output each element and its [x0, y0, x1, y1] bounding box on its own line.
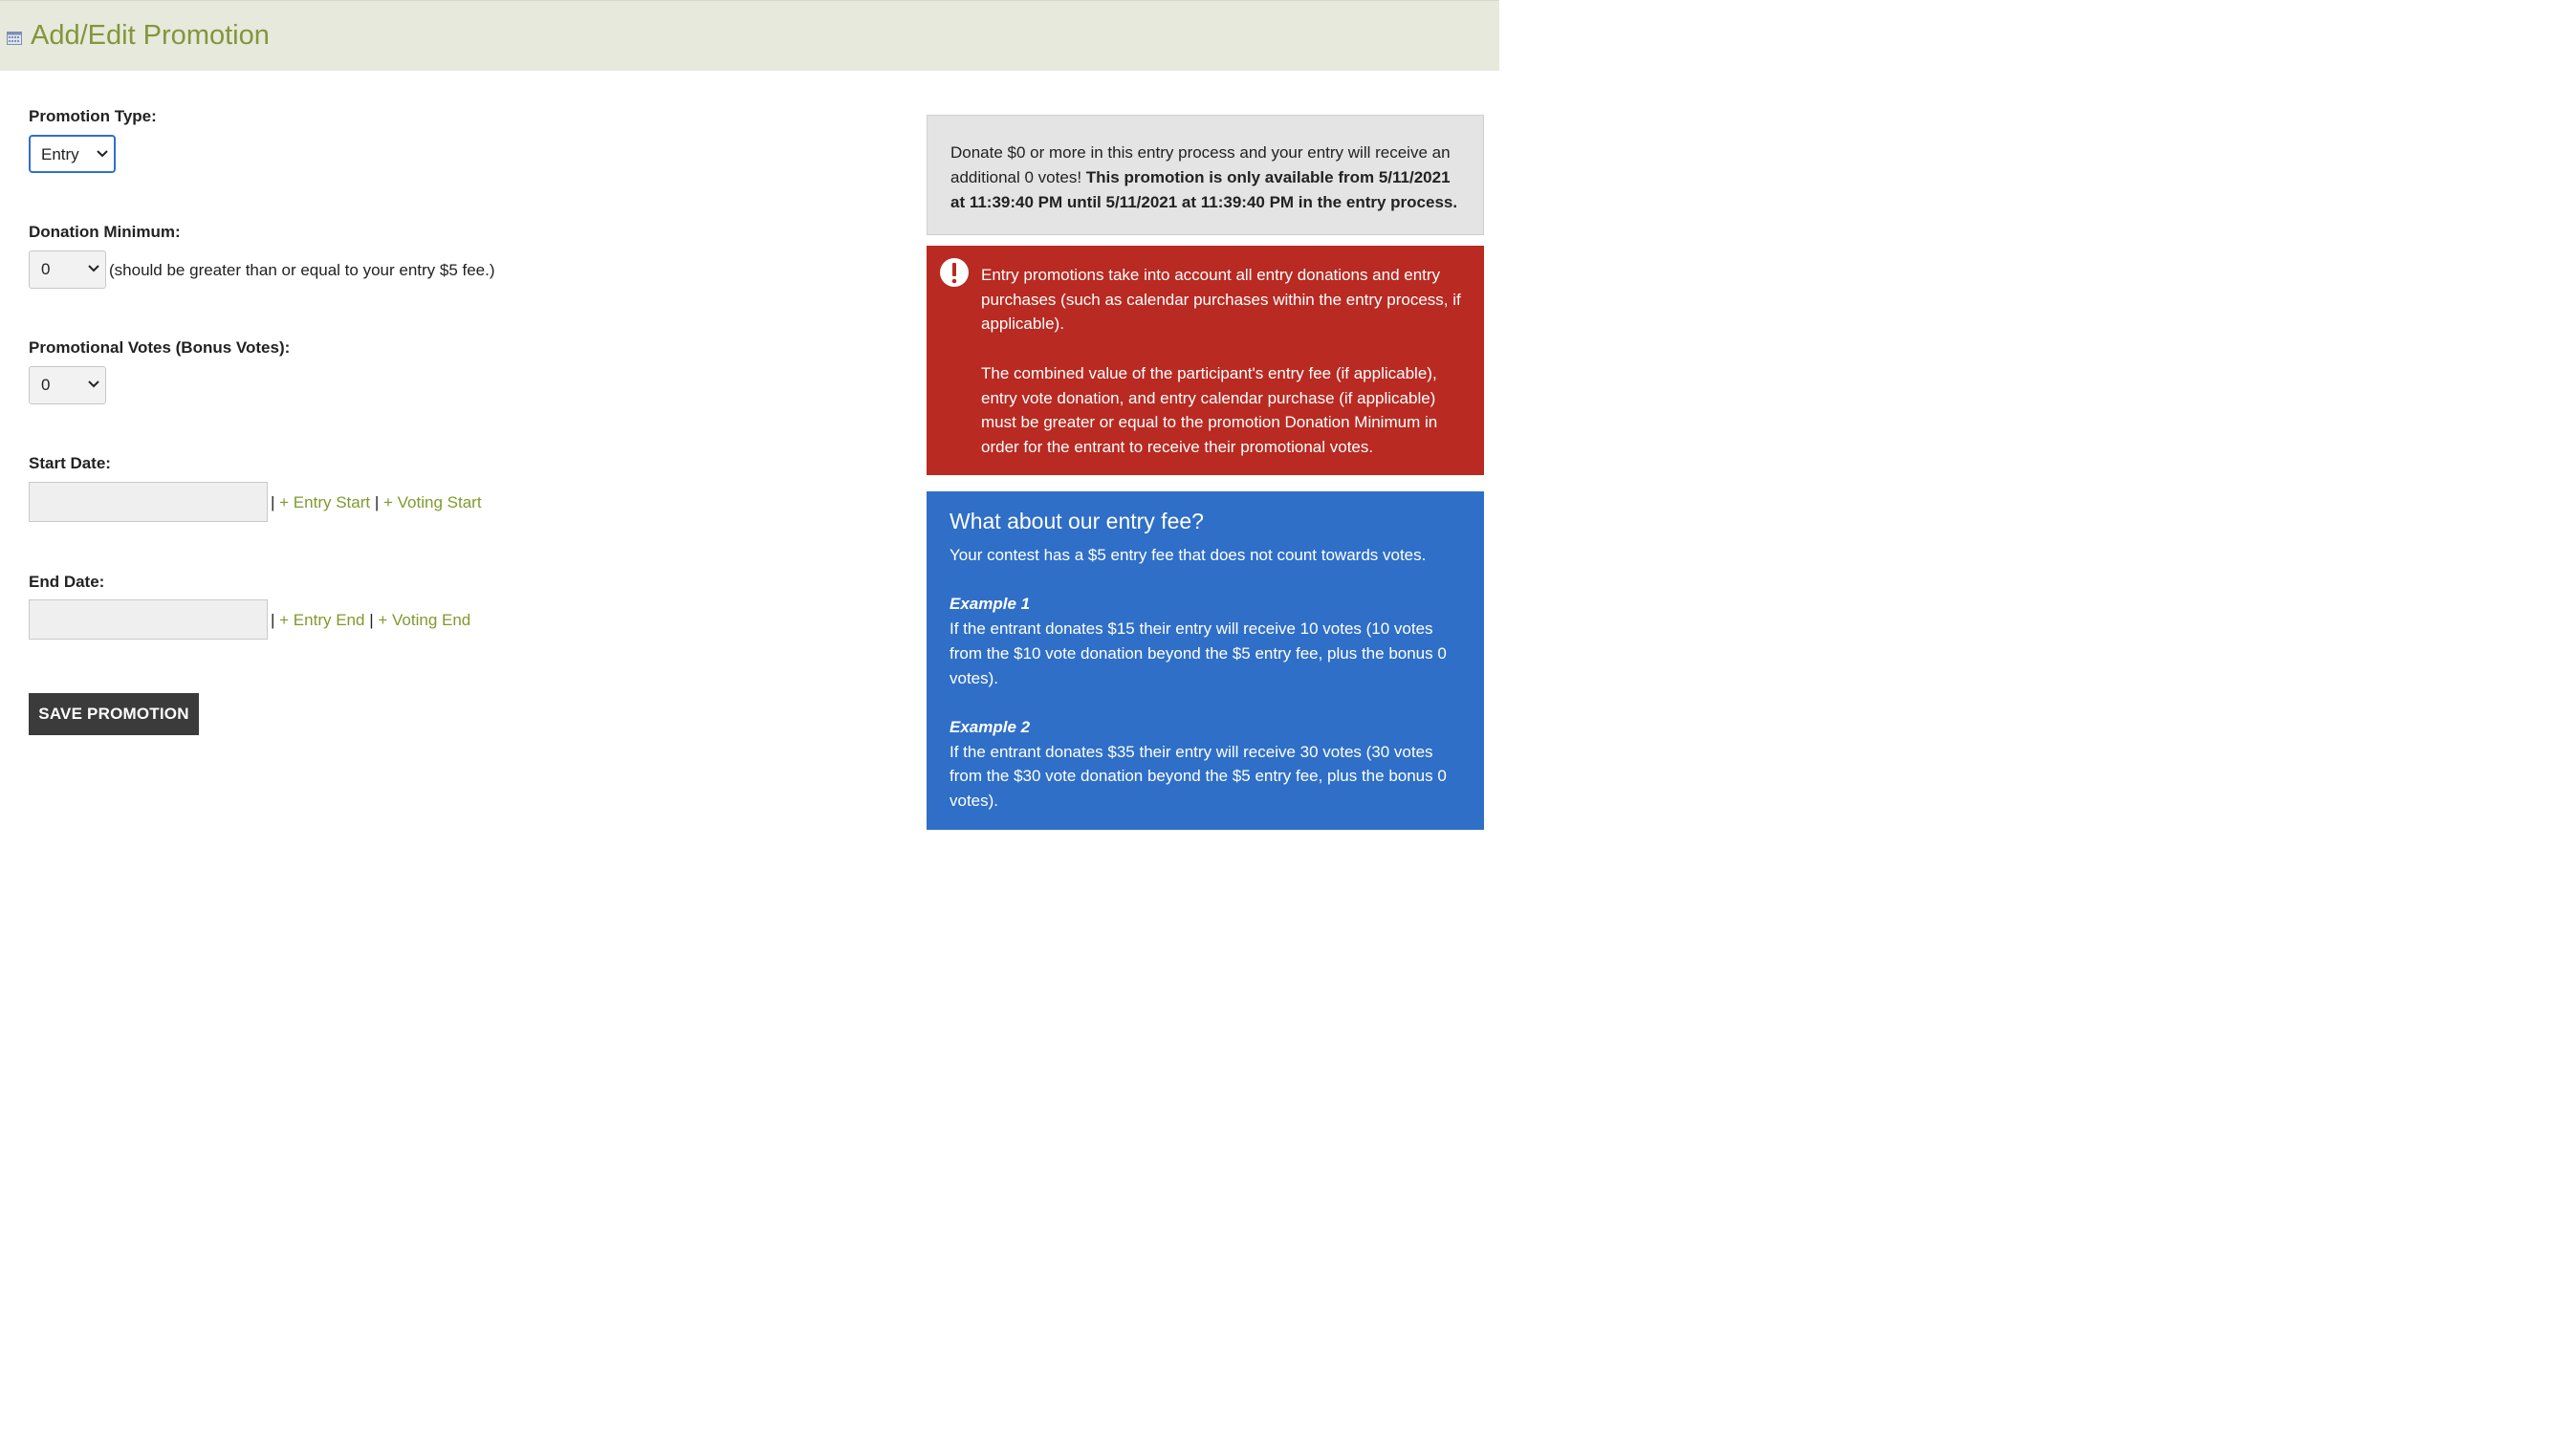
example-2-text: If the entrant donates $35 their entry will receive 30 votes (30 votes from the $30 vote donation beyond the $5 entry fee, plus the bonus 0 votes).: [950, 742, 1447, 810]
promotional-votes-label: Promotional Votes (Bonus Votes):: [29, 338, 291, 357]
donation-minimum-hint: (should be greater than or equal to your entry $5 fee.): [109, 261, 495, 279]
example-1-title: Example 1: [950, 595, 1031, 614]
entry-promotion-warning: [927, 246, 1484, 475]
promotion-type-label: Promotion Type:: [29, 107, 157, 125]
promotion-summary-text: Donate $0 or more in this entry process and your entry will receive an additional 0 votes!: [950, 143, 1451, 186]
entry-fee-intro: Your contest has a $5 entry fee that does not count towards votes.: [950, 546, 1427, 564]
voting-end-link[interactable]: + Voting End: [378, 611, 471, 629]
start-date-input[interactable]: [29, 482, 268, 522]
promotion-type-select[interactable]: [29, 135, 116, 173]
promotion-summary-box: [927, 115, 1484, 235]
end-date-label: End Date:: [29, 573, 105, 591]
warning-paragraph-2: The combined value of the participant's entry fee (if applicable), entry vote donation, and entry calendar purchase (if applicable) must be greater or equal to the promotion Donation Minimum in order for the entrant to receive their promotional votes.: [981, 363, 1438, 456]
start-date-label: Start Date:: [29, 454, 111, 472]
example-2-title: Example 2: [950, 717, 1031, 736]
end-date-links: [271, 611, 470, 630]
donation-minimum-select[interactable]: [29, 250, 106, 289]
save-promotion-button[interactable]: SAVE PROMOTION: [29, 693, 199, 735]
page-title: Add/Edit Promotion: [31, 20, 270, 51]
separator: |: [369, 611, 374, 629]
page-header: [0, 0, 1499, 71]
donation-minimum-value: 0: [41, 260, 51, 278]
chevron-down-icon: [97, 150, 108, 158]
example-1-text: If the entrant donates $15 their entry will receive 10 votes (10 votes from the $10 vote donation beyond the $5 entry fee, plus the bonus 0 votes).: [950, 619, 1447, 687]
separator: |: [271, 611, 275, 629]
alert-icon: [939, 257, 970, 288]
promotional-votes-select[interactable]: [29, 366, 106, 404]
separator: |: [271, 493, 275, 511]
warning-paragraph-1: Entry promotions take into account all entry donations and entry purchases (such as calendar purchases within the entry process, if applicable).: [981, 266, 1461, 334]
entry-fee-title: What about our entry fee?: [950, 509, 1204, 533]
start-date-links: [271, 493, 482, 512]
promotional-votes-value: 0: [41, 376, 51, 394]
calendar-icon: [7, 32, 22, 45]
promotion-type-value: Entry: [41, 145, 79, 163]
chevron-down-icon: [88, 380, 99, 388]
chevron-down-icon: [88, 265, 99, 272]
entry-end-link[interactable]: + Entry End: [279, 611, 365, 629]
donation-minimum-label: Donation Minimum:: [29, 223, 181, 241]
promotion-availability-text: This promotion is only available from 5/11/2021 at 11:39:40 PM until 5/11/2021 at 11:39:40 PM in the entry process.: [950, 168, 1458, 211]
end-date-input[interactable]: [29, 599, 268, 640]
entry-start-link[interactable]: + Entry Start: [279, 493, 371, 511]
entry-fee-info-box: [927, 491, 1484, 830]
separator: |: [374, 493, 380, 511]
voting-start-link[interactable]: + Voting Start: [383, 493, 482, 511]
